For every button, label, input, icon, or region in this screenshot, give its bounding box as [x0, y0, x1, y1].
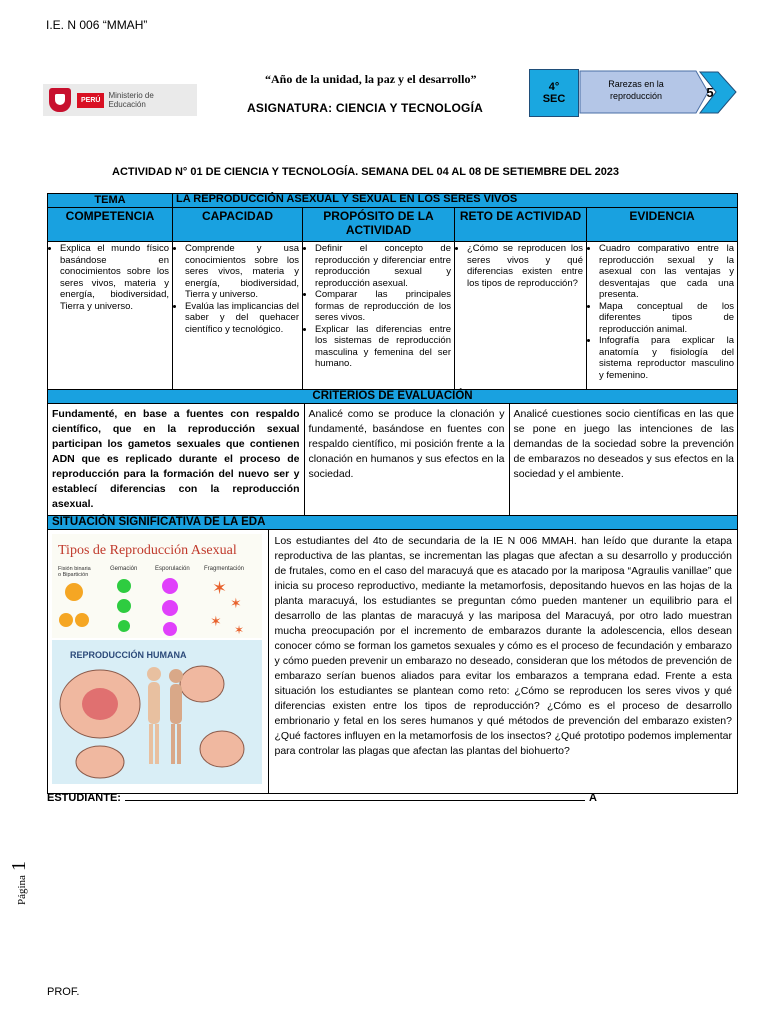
evidencia-cell [587, 242, 738, 390]
starfish-icon: ✶ [234, 623, 245, 637]
list-item: • Cuadro comparativo entre la reproducción sexual y la asexual con las ventajas y desventajas que cada una presenta. [599, 243, 734, 301]
activity-title: ACTIVIDAD N° 01 DE CIENCIA Y TECNOLOGÍA. SEMANA DEL 04 AL 08 DE SETIEMBRE DEL 2023 [112, 166, 620, 178]
type-fision: Fisión binaria [58, 566, 91, 572]
page-digit: 1 [8, 861, 30, 872]
student-line [47, 790, 597, 804]
school-name: I.E. N 006 “MMAH” [46, 18, 148, 32]
anatomy-icon [200, 731, 244, 767]
tema-label: TEMA [48, 194, 173, 208]
cell-icon [162, 600, 178, 616]
figure-body [148, 682, 160, 724]
activity-table [47, 193, 738, 794]
competencia-cell [48, 242, 173, 390]
starfish-icon: ✶ [210, 613, 222, 629]
peru-badge: PERÚ [77, 93, 104, 108]
criterio-2: Analicé como se produce la clonación y fundamenté, basándose en fuentes con respaldo científico, mi posición frente a la clonación en humanos y sus efectos en la sociedad. [304, 404, 509, 515]
year-motto: “Año de la unidad, la paz y el desarrollo” [265, 72, 477, 86]
capacidad-cell [173, 242, 303, 390]
reto-cell [455, 242, 587, 390]
image-title: Tipos de Reproducción Asexual [58, 543, 237, 558]
figure-body [170, 684, 182, 724]
header-reto: RETO DE ACTIVIDAD [455, 208, 587, 242]
student-label: ESTUDIANTE: [47, 792, 121, 804]
figure-head [147, 667, 161, 681]
grade-number: 4° [548, 81, 560, 93]
situacion-text: Los estudiantes del 4to de secundaria de la IE N 006 MMAH. han leído que durante la etapa reproductiva de las plantas, se incrementan las plagas que afectan a su desarrollo y producción de frutales, como en el caso del maracuyá que es atacado por la mariposa “Agraulis vanillae” que inicia su proceso reproductivo, mediante la metamorfosis, depositando huevos en las hojas de la planta maracuyá, los estudiantes se preguntan cómo pueden mantener un equilibrio para el desarrollo de las plantas de maracuyá y las mariposa del Maracuyá, por otro lado muestran mucha preocupación por el incremento de embarazos durante la adolescencia, ellos desean conocer cómo se forman los gametos sexuales y cómo es el proceso de fecundación y embarazo y cómo pueden prevenir un embarazo no deseado, consideran que los métodos de prevención de embarazo serían buenos aliados para evitar los embarazos a temprana edad. Frente a esta situación los estudiantes se plantean como reto: ¿Cómo se reproducen los seres vivos y qué diferencias existen entre los tipos de reproducción? ¿Cómo es el proceso de desarrollo embrionario y fetal en los seres humanos y qué métodos de prevención del embarazo existen? ¿Qué factores influyen en la metamorfosis de los insectos? ¿Qué prototipo podemos implementar para controlar las plagas que afectan las plantas del biohuerto? [274, 535, 732, 757]
type-esporulacion: Esporulación [155, 566, 190, 572]
cell-icon [75, 613, 89, 627]
ministry-name: Ministerio de Educación [108, 91, 154, 109]
page-number [8, 861, 31, 905]
minedu-logo [43, 84, 197, 116]
list-item: • Mapa conceptual de los diferentes tipos de reproducción animal. [599, 301, 734, 336]
header-capacidad: CAPACIDAD [173, 208, 303, 242]
student-section: A [588, 792, 597, 804]
subject-title: ASIGNATURA: CIENCIA Y TECNOLOGÍA [247, 101, 483, 115]
list-item: • ¿Cómo se reproducen los seres vivos y qué diferencias existen entre los tipos de reproducción? [467, 243, 583, 289]
list-item: • Comprende y usa conocimientos sobre los seres vivos, materia y energía, biodiversidad, Tierra y universo. [185, 243, 299, 301]
situacion-header: SITUACIÓN SIGNIFICATIVA DE LA EDA [48, 516, 738, 530]
page-label: Página [16, 875, 28, 905]
topic-tag-line1: Rarezas en la [608, 79, 664, 89]
cell-icon [65, 583, 83, 601]
list-item: • Infografía para explicar la anatomía y fisiología del sistema reproductor masculino y femenino. [599, 335, 734, 381]
topic-tag-line2: reproducción [609, 91, 663, 101]
cell-icon [117, 579, 131, 593]
anatomy-icon [180, 666, 224, 702]
unit-number: 5 [706, 85, 714, 100]
anatomy-icon [76, 746, 124, 778]
list-item: • Evalúa las implicancias del saber y del quehacer científico y tecnológico. [185, 301, 299, 336]
grade-level: SEC [542, 93, 566, 105]
criterio-1: Fundamenté, en base a fuentes con respaldo científico, que en la reproducción sexual participan los gametos sexuales que contienen ADN que es replicado durante el proceso de reproducción para la formación del nuevo ser y establecí diferencias con la reproducción asexual. [48, 404, 304, 515]
list-item: • Explica el mundo físico basándose en conocimientos sobre los seres vivos, materia y energía, biodiversidad, Tierra y universo. [60, 243, 169, 312]
starfish-icon: ✶ [230, 595, 242, 611]
topic-arrow [578, 69, 738, 119]
cell-icon [117, 599, 131, 613]
header-competencia: COMPETENCIA [48, 208, 173, 242]
student-name-field[interactable] [125, 790, 585, 801]
figure-leg [171, 724, 175, 764]
list-item: • Explicar las diferencias entre los sistemas de reproducción masculina y femenina del ser humano. [315, 324, 451, 370]
prof-label: PROF. [47, 986, 80, 998]
criterios-header: CRITERIOS DE EVALUACIÓN [48, 390, 738, 404]
figure-head [169, 669, 183, 683]
reproduction-image [52, 534, 262, 784]
header-evidencia: EVIDENCIA [587, 208, 738, 242]
type-gemacion: Gemación [110, 566, 138, 572]
cell-icon [59, 613, 73, 627]
human-title: REPRODUCCIÓN HUMANA [70, 650, 187, 660]
criterio-3: Analicé cuestiones socio científicas en las que se pone en juego las intenciones de las demandas de la sociedad sobre la prevención de embarazos no deseados y sus efectos en la sociedad y el ambiente. [513, 408, 734, 480]
list-item: • Definir el concepto de reproducción y diferenciar entre reproducción sexual y reproducción asexual. [315, 243, 451, 289]
tema-value: LA REPRODUCCIÓN ASEXUAL Y SEXUAL EN LOS SERES VIVOS [173, 194, 738, 208]
cell-icon [162, 578, 178, 594]
starfish-icon: ✶ [212, 578, 228, 598]
grade-box [529, 69, 579, 117]
figure-leg [149, 724, 153, 764]
anatomy-icon [82, 688, 118, 720]
cell-icon [118, 620, 130, 632]
reproduction-illustration [48, 530, 268, 793]
figure-leg [177, 724, 181, 764]
header-proposito: PROPÓSITO DE LA ACTIVIDAD [303, 208, 455, 242]
coat-of-arms-icon [49, 88, 71, 112]
figure-leg [155, 724, 159, 764]
type-fragmentacion: Fragmentación [204, 566, 245, 572]
type-fision-2: o Bipartición [58, 572, 89, 578]
cell-icon [163, 622, 177, 636]
list-item: • Comparar las principales formas de reproducción de los seres vivos. [315, 289, 451, 324]
proposito-cell [303, 242, 455, 390]
